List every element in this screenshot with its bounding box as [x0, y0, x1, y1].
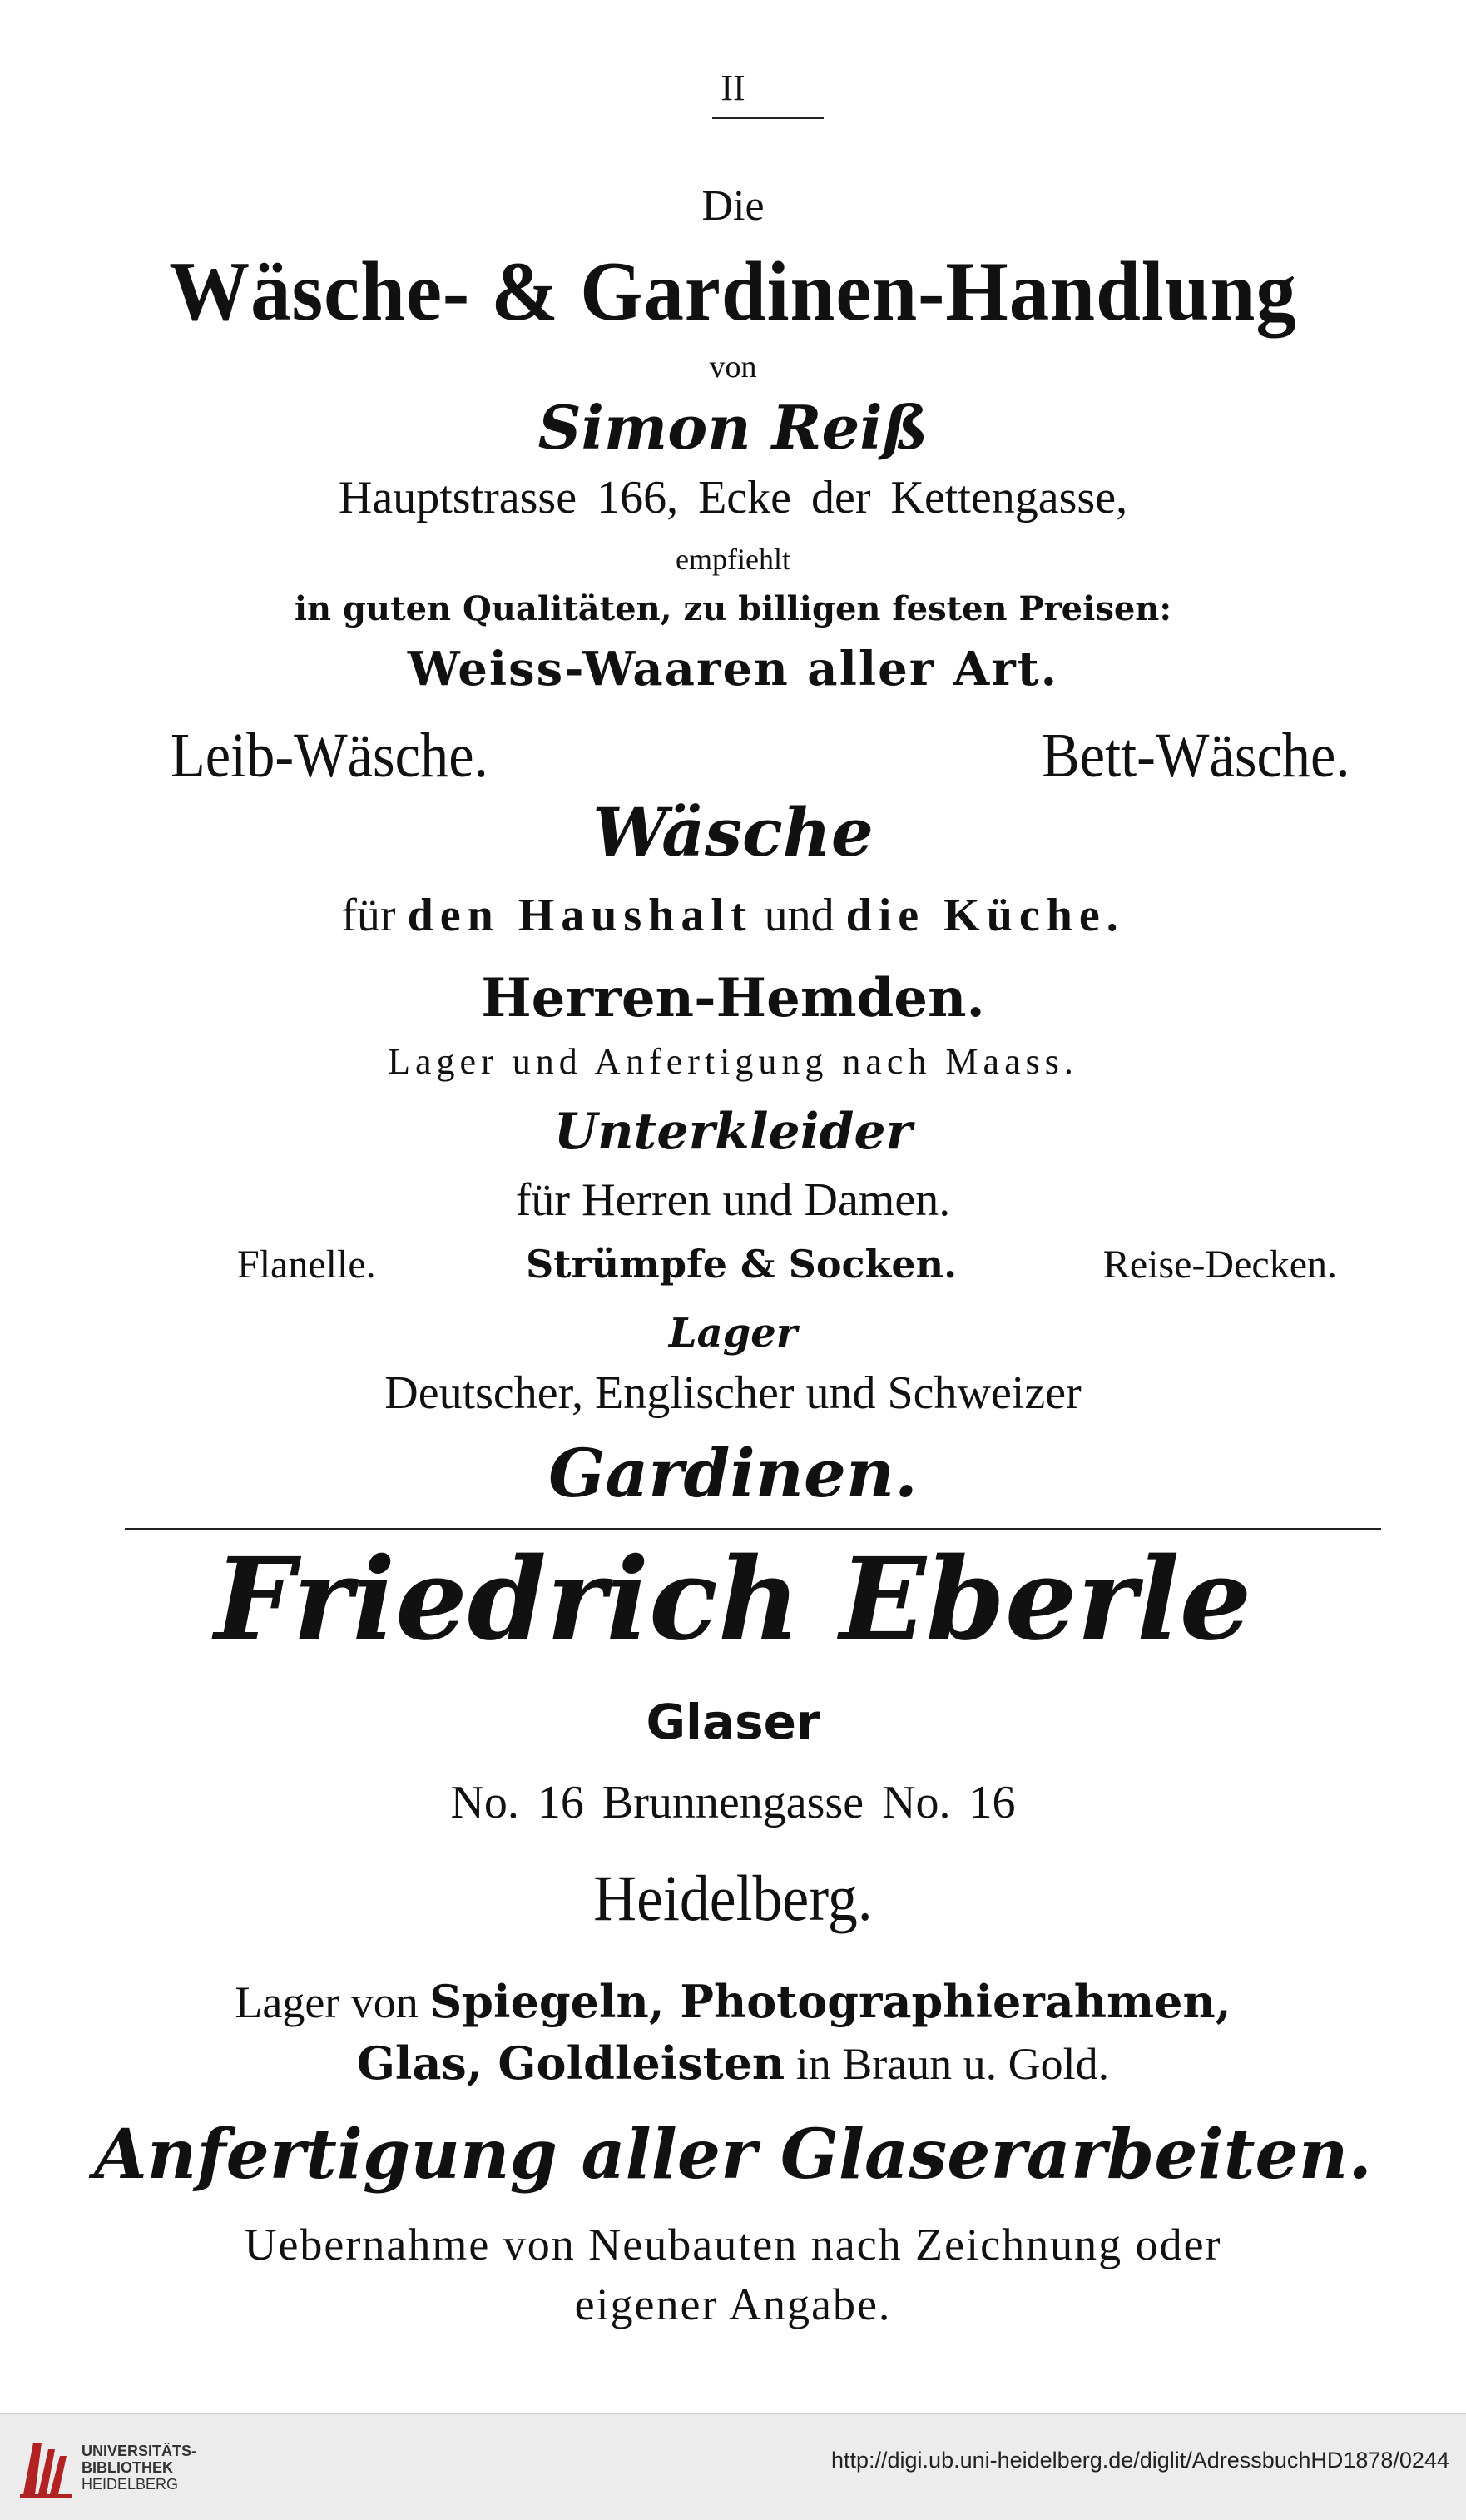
ad1-flanelle: Flanelle. [237, 1243, 376, 1287]
ad2-uebernahme: Uebernahme von Neubauten nach Zeichnung oder [244, 2220, 1222, 2269]
ad2-trade: Glaser [646, 1694, 820, 1750]
ad1-von: von [709, 350, 757, 384]
ad1-weiss-waaren: Weiss-Waaren aller Art. [407, 642, 1059, 697]
ad2-line1 [0, 1975, 1466, 2028]
ad1-reise-decken: Reise-Decken. [1102, 1243, 1337, 1287]
ad2-line1-prefix: Lager von [235, 1977, 419, 2027]
library-logo-icon[interactable] [17, 2434, 77, 2501]
ad1-unterkleider-note: für Herren und Damen. [515, 1174, 951, 1226]
library-name-line3: HEIDELBERG [82, 2476, 179, 2493]
page-number-rule [712, 117, 824, 119]
ad1-lager: Lager [668, 1310, 798, 1357]
ad1-gardinen: Gardinen. [548, 1434, 918, 1512]
ad1-haushalt-die-kueche: die Küche. [845, 890, 1125, 941]
ad2-name: Friedrich Eberle [214, 1533, 1252, 1666]
ad1-bett-waesche: Bett-Wäsche. [1041, 721, 1350, 791]
ad1-owner: Simon Reiß [537, 392, 929, 463]
ad1-tagline: in guten Qualitäten, zu billigen festen Preisen: [294, 589, 1172, 628]
ad1-herren-hemden: Herren-Hemden. [481, 967, 985, 1029]
ad1-address: Hauptstrasse 166, Ecke der Kettengasse, [338, 472, 1128, 523]
ad1-unterkleider: Unterkleider [553, 1103, 913, 1161]
ad2-line2-suffix: in Braun u. Gold. [795, 2039, 1110, 2089]
ad2-line2 [0, 2036, 1466, 2090]
ad1-haushalt-fuer: für [341, 890, 396, 941]
library-name-line1: UNIVERSITÄTS- [82, 2443, 197, 2459]
ad1-empfiehlt: empfiehlt [676, 543, 790, 576]
footer-bar [0, 2413, 1466, 2520]
ad1-haushalt-den-haushalt: den Haushalt [407, 890, 753, 941]
ad1-haushalt-und: und [764, 890, 835, 941]
source-url-link[interactable]: http://digi.ub.uni-heidelberg.de/diglit/AdressbuchHD1878/0244 [830, 2448, 1449, 2473]
library-name-line2: BIBLIOTHEK [82, 2459, 173, 2476]
ad2-angabe: eigener Angabe. [574, 2279, 892, 2329]
ad1-struempfe: Strümpfe & Socken. [526, 1242, 958, 1287]
ad1-herren-note: Lager und Anfertigung nach Maass. [388, 1041, 1078, 1082]
page-number: II [721, 67, 745, 108]
ad1-haushalt-line [0, 892, 1466, 939]
ad1-intro: Die [701, 182, 765, 230]
ad2-line1-items: Spiegeln, Photographierahmen, [429, 1975, 1231, 2028]
ad1-lager-note: Deutscher, Englischer und Schweizer [384, 1367, 1082, 1419]
ad2-city: Heidelberg. [593, 1862, 873, 1934]
section-divider [125, 1528, 1381, 1530]
ad1-title: Wäsche- & Gardinen-Handlung [169, 245, 1297, 339]
ad2-line2-items: Glas, Goldleisten [356, 2036, 785, 2090]
library-name[interactable] [82, 2443, 196, 2493]
ad2-anfertigung: Anfertigung aller Glaserarbeiten. [94, 2115, 1372, 2195]
ad1-leib-waesche: Leib-Wäsche. [171, 721, 488, 791]
ad1-waesche: Wäsche [592, 793, 874, 871]
ad2-address: No. 16 Brunnengasse No. 16 [450, 1777, 1016, 1828]
